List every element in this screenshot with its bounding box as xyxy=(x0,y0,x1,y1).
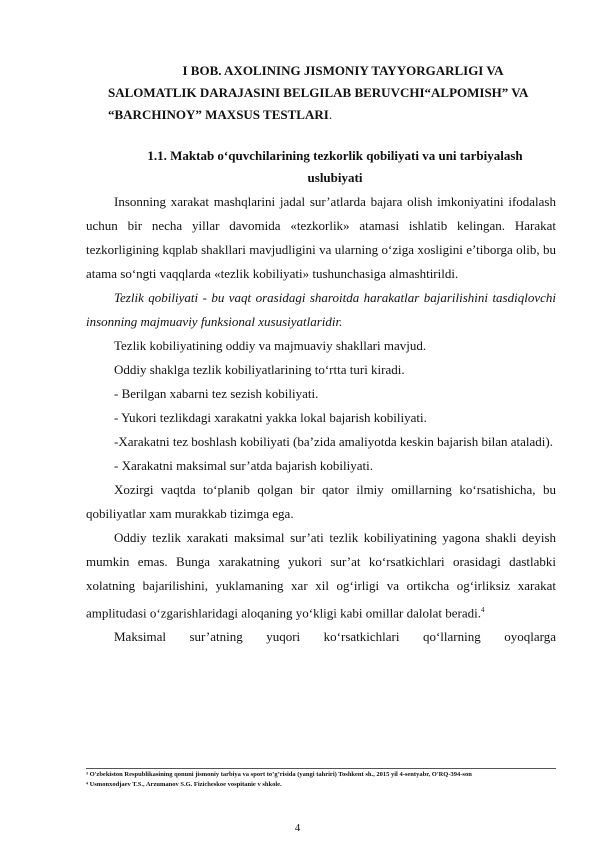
section-heading-line2: uslubiyati xyxy=(307,170,363,185)
paragraph-3: Tezlik kobiliyatining oddiy va majmuaviy shakllari mavjud. xyxy=(114,338,427,353)
paragraph-4: Oddiy shaklga tezlik kobiliyatlarining to‘rtta turi kiradi. xyxy=(114,362,405,377)
body-text xyxy=(86,190,556,649)
chapter-heading-line3-text: “BARCHINOY” MAXSUS TESTLARI xyxy=(108,107,329,122)
section-heading xyxy=(100,145,570,189)
chapter-heading-line2: SALOMATLIK DARAJASINI BELGILAB BERUVCHI“ALPOMISH” VA xyxy=(108,85,529,100)
chapter-heading-line3-end: . xyxy=(328,107,333,122)
section-heading-line1: 1.1. Maktab o‘quvchilarining tezkorlik qobiliyati va uni tarbiyalash xyxy=(147,148,523,163)
paragraph-6: - Yukori tezlikdagi xarakatni yakka lokal bajarish kobiliyati. xyxy=(114,410,427,425)
paragraph-1: Insonning xarakat mashqlarini jadal sur’atlarda bajara olish imkoniyatini ifodalash uchun bir necha yillar davomida «tezkorlik» atamasi ishlatib kelingan. Harakat tezkorligining kqplab shakllari mavjudligini va ularning o‘ziga xosligini e’tiborga olib, bu atama so‘ngti vaqqlarda «tezlik kobiliyati» tushunchasiga almashtirildi. xyxy=(86,194,556,281)
footnote-4: ⁴ Usmonxodjaev T.S., Arzumanov S.G. Fizicheskoe vospitanie v shkole. xyxy=(86,781,282,788)
chapter-heading xyxy=(108,60,568,126)
page-number: 4 xyxy=(294,822,301,834)
footnote-ref-4: 4 xyxy=(480,606,485,614)
chapter-heading-line1: I BOB. AXOLINING JISMONIY TAYYORGARLIGI VA xyxy=(182,63,504,78)
paragraph-2-definition: Tezlik qobiliyati - bu vaqt orasidagi sharoitda harakatlar bajarilishini tasdiqlovchi insonning majmuaviy funksional xususiyatlaridir. xyxy=(86,290,556,329)
paragraph-8: - Xarakatni maksimal sur’atda bajarish kobiliyati. xyxy=(114,458,373,473)
paragraph-10-text: Oddiy tezlik xarakati maksimal sur’ati tezlik kobiliyatining yagona shakli deyish mumkin emas. Bunga xarakatning yukori sur’at ko‘rsatkichlari orasidagi dastlabki xolatning bajarilishini, yuklamaning xar xil og‘irligi va ortikcha og‘irliksiz xarakat amplitudasi o‘zgarishlaridagi aloqaning yo‘kligi kabi omillar dalolat beradi. xyxy=(86,530,556,621)
paragraph-9: Xozirgi vaqtda to‘planib qolgan bir qator ilmiy omillarning ko‘rsatishicha, bu qobiliyatlar xam murakkab tizimga ega. xyxy=(86,482,556,521)
paragraph-5: - Berilgan xabarni tez sezish kobiliyati. xyxy=(114,386,319,401)
paragraph-11: Maksimal sur’atning yuqori ko‘rsatkichlari qo‘llarning oyoqlarga xyxy=(114,629,556,645)
paragraph-10 xyxy=(86,526,556,625)
paragraph-7: -Xarakatni tez boshlash kobiliyati (ba’zida amaliyotda keskin bajarish bilan ataladi). xyxy=(114,434,553,449)
footnotes xyxy=(86,768,556,790)
footnote-3: ³ O'zbekiston Respublikasining qonuni jismoniy tarbiya va sport to’g’risida (yangi tahriri) Toshkent sh., 2015 yil 4-sentyabr, O'RQ-394-son xyxy=(86,771,472,778)
chapter-heading-line3 xyxy=(108,104,568,126)
